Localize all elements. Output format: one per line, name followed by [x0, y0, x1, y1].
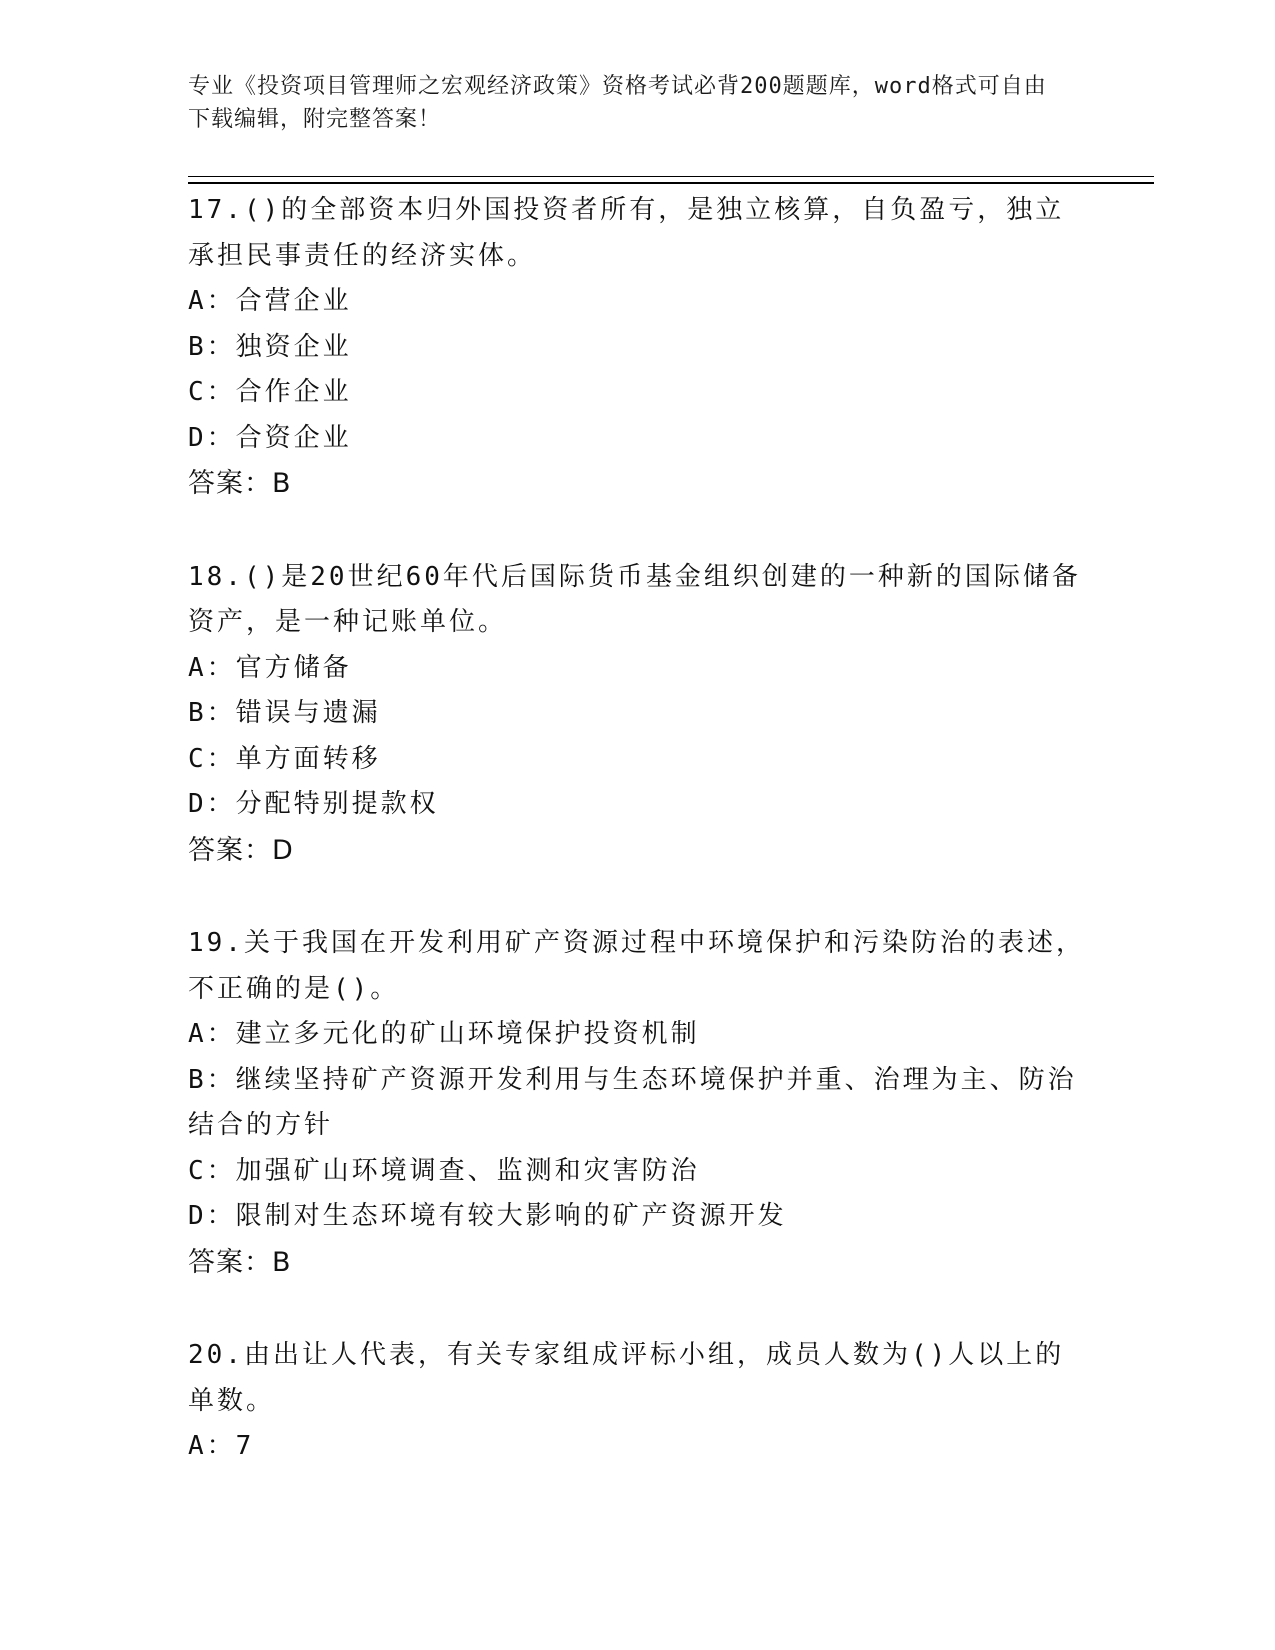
- question-stem: 18.()是20世纪60年代后国际货币基金组织创建的一种新的国际储备资产，是一种记账单位。: [188, 561, 1081, 637]
- option-c: C：加强矿山环境调查、监测和灾害防治: [188, 1155, 700, 1186]
- option-a: A：官方储备: [188, 652, 352, 683]
- question-stem: 20.由出让人代表，有关专家组成评标小组，成员人数为()人以上的单数。: [188, 1340, 1065, 1416]
- option-c: C：合作企业: [188, 377, 352, 407]
- answer-line: 答案：B: [188, 1246, 292, 1278]
- option-d: D：分配特别提款权: [188, 789, 439, 819]
- question-18: [188, 555, 1088, 874]
- option-a: A：建立多元化的矿山环境保护投资机制: [188, 1019, 700, 1049]
- document-header: 专业《投资项目管理师之宏观经济政策》资格考试必背200题题库，word格式可自由下载编辑，附完整答案！: [188, 74, 1047, 132]
- option-b: B：继续坚持矿产资源开发利用与生态环境保护并重、治理为主、防治结合的方针: [188, 1064, 1077, 1140]
- question-19: [188, 921, 1088, 1285]
- option-b: B：独资企业: [188, 331, 352, 362]
- question-stem: 17.()的全部资本归外国投资者所有，是独立核算，自负盈亏，独立承担民事责任的经济实体。: [188, 195, 1065, 271]
- option-a: A：7: [188, 1431, 255, 1461]
- question-17: [188, 188, 1088, 507]
- header-divider-thick: [188, 182, 1154, 184]
- option-d: D：限制对生态环境有较大影响的矿产资源开发: [188, 1201, 787, 1231]
- option-a: A：合营企业: [188, 286, 352, 316]
- question-20: [188, 1333, 1088, 1470]
- question-list: [188, 188, 1088, 1518]
- question-stem: 19.关于我国在开发利用矿产资源过程中环境保护和污染防治的表述，不正确的是()。: [188, 928, 1085, 1004]
- option-d: D：合资企业: [188, 422, 352, 453]
- answer-line: 答案：B: [188, 468, 292, 499]
- option-c: C：单方面转移: [188, 743, 381, 774]
- answer-line: 答案：D: [188, 834, 294, 866]
- header-divider-thin: [188, 176, 1154, 177]
- option-b: B：错误与遗漏: [188, 698, 381, 728]
